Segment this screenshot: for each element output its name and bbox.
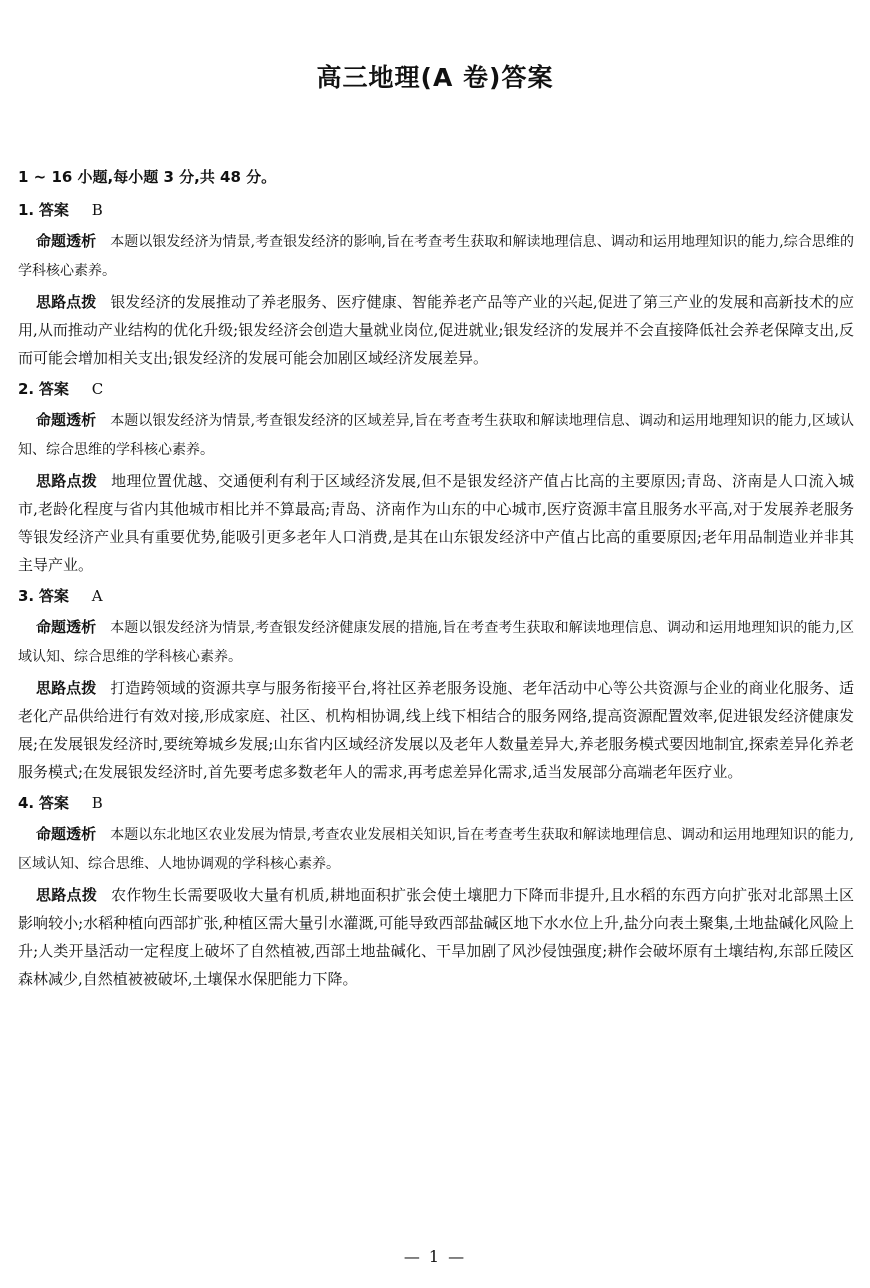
hint-text: 打造跨领域的资源共享与服务衔接平台,将社区养老服务设施、老年活动中心等公共资源与企业的商业化服务、适老化产品供给进行有效对接,形成家庭、社区、机构相协调,线上线下相结合的服务网络,提高资源配置效率,促进银发经济健康发展;在发展银发经济时,要统筹城乡发展;山东省内区域经济发展以及老年人数量差异大,养老服务模式要因地制宜,探索差异化养老服务模式;在发展银发经济时,首先要考虑多数老年人的需求,再考虑差异化需求,适当发展部分高端老年医疗业。: [18, 679, 854, 781]
question-number: 1.: [18, 201, 35, 219]
answer-value: B: [91, 201, 103, 219]
answer-line: [18, 196, 854, 224]
question-list: [18, 196, 854, 996]
answer-label: 答案: [38, 380, 69, 398]
analysis-text: 本题以东北地区农业发展为情景,考查农业发展相关知识,旨在考查考生获取和解读地理信息、调动和运用地理知识的能力,区域认知、综合思维、人地协调观的学科核心素养。: [18, 827, 854, 872]
question-item: [18, 375, 854, 579]
question-item: [18, 196, 854, 372]
hint-text: 地理位置优越、交通便利有利于区域经济发展,但不是银发经济产值占比高的主要原因;青岛、济南是人口流入城市,老龄化程度与省内其他城市相比并不算最高;青岛、济南作为山东的中心城市,医疗资源丰富且服务水平高,对于发展养老服务等银发经济产业具有重要优势,能吸引更多老年人口消费,是其在山东银发经济中产值占比高的重要原因;老年用品制造业并非其主导产业。: [18, 472, 854, 574]
analysis-text: 本题以银发经济为情景,考查银发经济的区域差异,旨在考查考生获取和解读地理信息、调动和运用地理知识的能力,区域认知、综合思维的学科核心素养。: [18, 413, 854, 458]
answer-value: B: [91, 794, 103, 812]
hint-label: 思路点拨: [36, 886, 98, 904]
analysis-paragraph: [18, 227, 854, 285]
question-item: [18, 789, 854, 993]
hint-text: 农作物生长需要吸收大量有机质,耕地面积扩张会使土壤肥力下降而非提升,且水稻的东西方向扩张对北部黑土区影响较小;水稻种植向西部扩张,种植区需大量引水灌溉,可能导致西部盐碱区地下水水位上升,盐分向表土聚集,土地盐碱化风险上升;人类开垦活动一定程度上破坏了自然植被,西部土地盐碱化、干旱加剧了风沙侵蚀强度;耕作会破坏原有土壤结构,东部丘陵区森林减少,自然植被被破坏,土壤保水保肥能力下降。: [18, 886, 854, 988]
answer-label: 答案: [38, 587, 69, 605]
question-number: 2.: [18, 380, 35, 398]
hint-paragraph: [18, 288, 854, 372]
answer-value: C: [91, 380, 104, 398]
hint-label: 思路点拨: [36, 293, 97, 311]
hint-paragraph: [18, 467, 854, 579]
answer-label: 答案: [38, 794, 69, 812]
answer-line: [18, 582, 854, 610]
analysis-label: 命题透析: [36, 411, 97, 429]
answer-line: [18, 375, 854, 403]
analysis-paragraph: [18, 613, 854, 671]
analysis-paragraph: [18, 820, 854, 878]
analysis-label: 命题透析: [36, 825, 97, 843]
question-number: 3.: [18, 587, 35, 605]
hint-label: 思路点拨: [36, 472, 98, 490]
question-number: 4.: [18, 794, 35, 812]
hint-paragraph: [18, 881, 854, 993]
section-intro: 1 ~ 16 小题,每小题 3 分,共 48 分。: [18, 168, 277, 186]
analysis-label: 命题透析: [36, 232, 97, 250]
hint-label: 思路点拨: [36, 679, 97, 697]
hint-text: 银发经济的发展推动了养老服务、医疗健康、智能养老产品等产业的兴起,促进了第三产业的发展和高新技术的应用,从而推动产业结构的优化升级;银发经济会创造大量就业岗位,促进就业;银发经济的发展并不会直接降低社会养老保障支出,反而可能会增加相关支出;银发经济的发展可能会加剧区域经济发展差异。: [18, 293, 854, 367]
question-item: [18, 582, 854, 786]
page-number: — 1 —: [403, 1247, 467, 1266]
answer-value: A: [91, 587, 103, 605]
page-title: 高三地理(A 卷)答案: [316, 63, 554, 92]
analysis-text: 本题以银发经济为情景,考查银发经济健康发展的措施,旨在考查考生获取和解读地理信息、调动和运用地理知识的能力,区域认知、综合思维的学科核心素养。: [18, 620, 854, 665]
hint-paragraph: [18, 674, 854, 786]
analysis-text: 本题以银发经济为情景,考查银发经济的影响,旨在考查考生获取和解读地理信息、调动和运用地理知识的能力,综合思维的学科核心素养。: [18, 234, 854, 279]
analysis-paragraph: [18, 406, 854, 464]
analysis-label: 命题透析: [36, 618, 97, 636]
answer-label: 答案: [38, 201, 69, 219]
answer-line: [18, 789, 854, 817]
